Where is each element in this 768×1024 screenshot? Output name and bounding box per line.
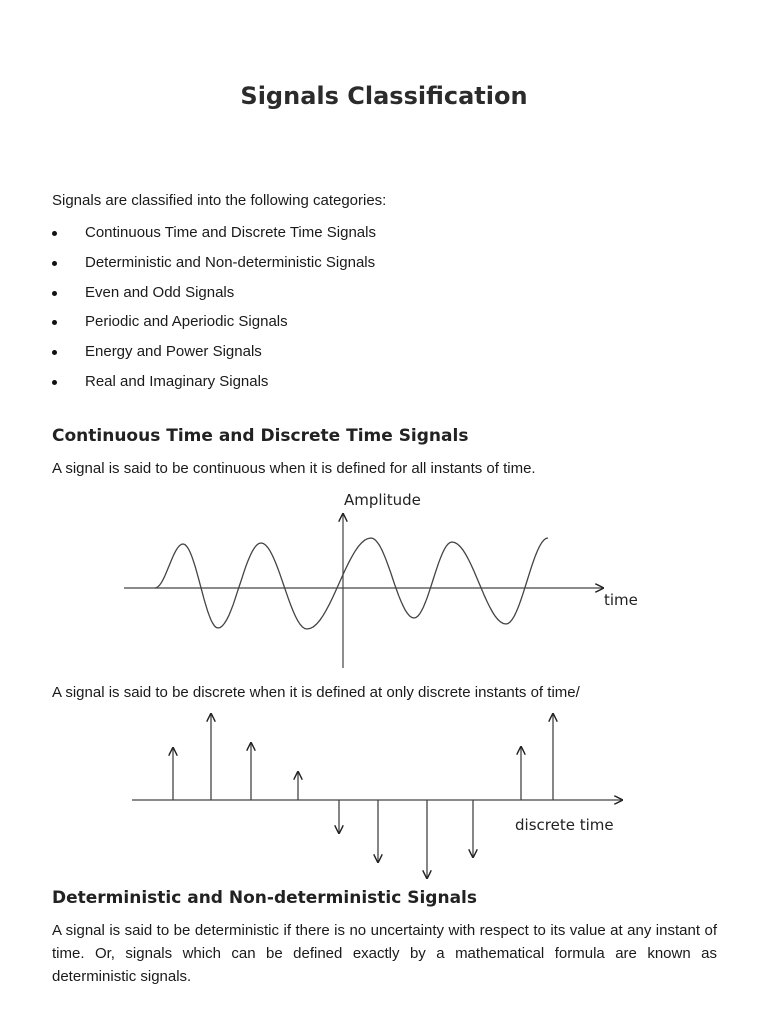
list-item-label: Deterministic and Non-deterministic Signals: [85, 253, 376, 271]
list-item-label: Even and Odd Signals: [85, 283, 235, 301]
discrete-signal-text: A signal is said to be discrete when it is defined at only discrete instants of time/: [52, 684, 580, 701]
list-item: [52, 223, 376, 253]
list-item: [52, 253, 376, 283]
time-axis-label: time: [604, 591, 638, 609]
deterministic-signal-text: A signal is said to be deterministic if there is no uncertainty with respect to its value at any instant of time. Or, signals which can be defined exactly by a mathematical formula are known as deterministic signals.: [52, 922, 717, 985]
bullet-icon: [52, 320, 57, 325]
page-title: Signals Classification: [240, 82, 528, 110]
list-item: [52, 283, 376, 313]
list-item-label: Real and Imaginary Signals: [85, 372, 269, 390]
intro-text: Signals are classified into the following categories:: [52, 192, 387, 209]
discrete-signal-figure: [0, 708, 768, 868]
list-item-label: Continuous Time and Discrete Time Signals: [85, 224, 376, 241]
continuous-wave: [155, 538, 548, 629]
list-item-label: Energy and Power Signals: [85, 343, 262, 361]
bullet-icon: [52, 261, 57, 266]
section-heading-deterministic: Deterministic and Non-deterministic Signals: [52, 888, 477, 908]
discrete-time-axis-label: discrete time: [515, 816, 614, 834]
amplitude-axis-label: Amplitude: [344, 491, 421, 509]
bullet-icon: [52, 231, 57, 236]
list-item: [52, 372, 376, 402]
category-list: [52, 223, 376, 402]
bullet-icon: [52, 291, 57, 296]
section-heading-continuous-discrete: Continuous Time and Discrete Time Signals: [52, 426, 469, 446]
continuous-signal-text: A signal is said to be continuous when it is defined for all instants of time.: [52, 460, 536, 477]
list-item: [52, 312, 376, 342]
list-item-label: Periodic and Aperiodic Signals: [85, 313, 288, 331]
bullet-icon: [52, 380, 57, 385]
continuous-signal-figure: [0, 488, 768, 673]
bullet-icon: [52, 350, 57, 355]
list-item: [52, 342, 376, 372]
